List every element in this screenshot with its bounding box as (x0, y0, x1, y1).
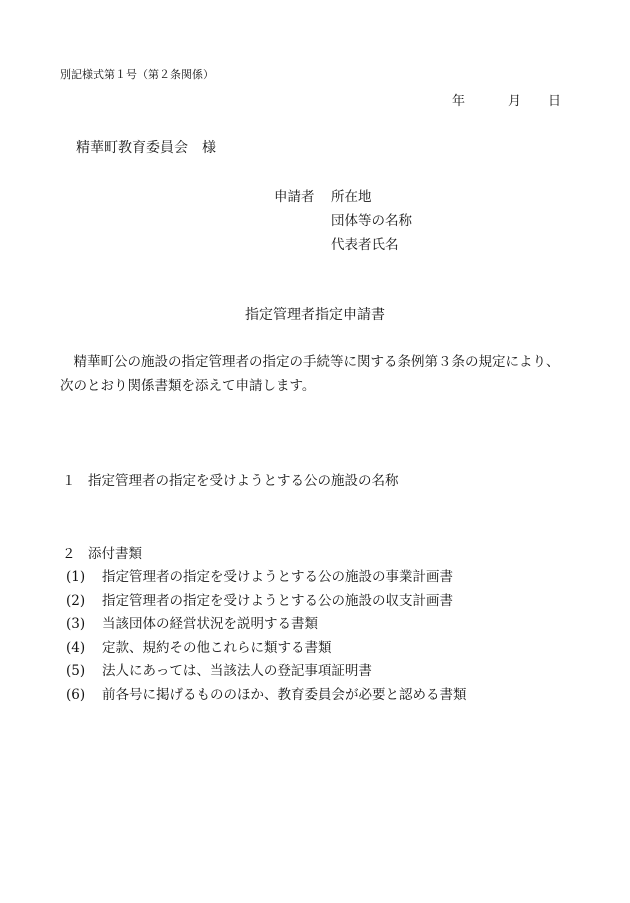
applicant-label: 申請者 (274, 189, 315, 205)
attachment-item (66, 684, 467, 708)
addressee: 精華町教育委員会 様 (76, 140, 216, 156)
date-line (452, 90, 561, 109)
attachment-item (66, 637, 467, 661)
attachment-index: (3) (66, 616, 86, 632)
attachment-index: (1) (66, 569, 86, 585)
attachment-index: (4) (66, 639, 86, 656)
date-month-label: 月 (508, 94, 522, 109)
attachment-text: 定款、規約その他これらに類する書類 (102, 639, 332, 656)
date-day-label: 日 (548, 94, 562, 109)
section-1-number: １ (62, 473, 76, 489)
applicant-organization-label: 団体等の名称 (331, 213, 412, 229)
attachment-text: 指定管理者の指定を受けようとする公の施設の事業計画書 (102, 569, 453, 585)
attachment-list (66, 566, 467, 707)
applicant-representative-label: 代表者氏名 (331, 237, 399, 253)
attachment-text: 法人にあっては、当該法人の登記事項証明書 (102, 663, 372, 679)
attachment-item (66, 566, 467, 590)
form-number: 別記様式第１号（第２条関係） (60, 68, 214, 81)
attachment-item (66, 660, 467, 684)
attachment-text: 指定管理者の指定を受けようとする公の施設の収支計画書 (102, 592, 453, 609)
attachment-text: 前各号に掲げるもののほか、教育委員会が必要と認める書類 (102, 686, 467, 703)
attachment-index: (5) (66, 663, 86, 679)
section-1 (62, 469, 399, 489)
date-year-label: 年 (452, 94, 466, 109)
document-title: 指定管理者指定申請書 (245, 307, 385, 323)
section-2-text: 添付書類 (88, 546, 142, 562)
section-1-text: 指定管理者の指定を受けようとする公の施設の名称 (88, 473, 399, 489)
section-2 (62, 542, 142, 562)
attachment-item (66, 590, 467, 614)
attachment-index: (6) (66, 686, 86, 703)
applicant-address-label: 所在地 (331, 189, 372, 205)
attachment-index: (2) (66, 592, 86, 609)
attachment-text: 当該団体の経営状況を説明する書類 (102, 616, 318, 632)
application-statement (60, 350, 570, 398)
section-2-number: ２ (62, 546, 76, 562)
application-statement-text: 精華町公の施設の指定管理者の指定の手続等に関する条例第３条の規定により、次のとおり関係書類を添えて申請します。 (60, 354, 560, 394)
attachment-item (66, 613, 467, 637)
